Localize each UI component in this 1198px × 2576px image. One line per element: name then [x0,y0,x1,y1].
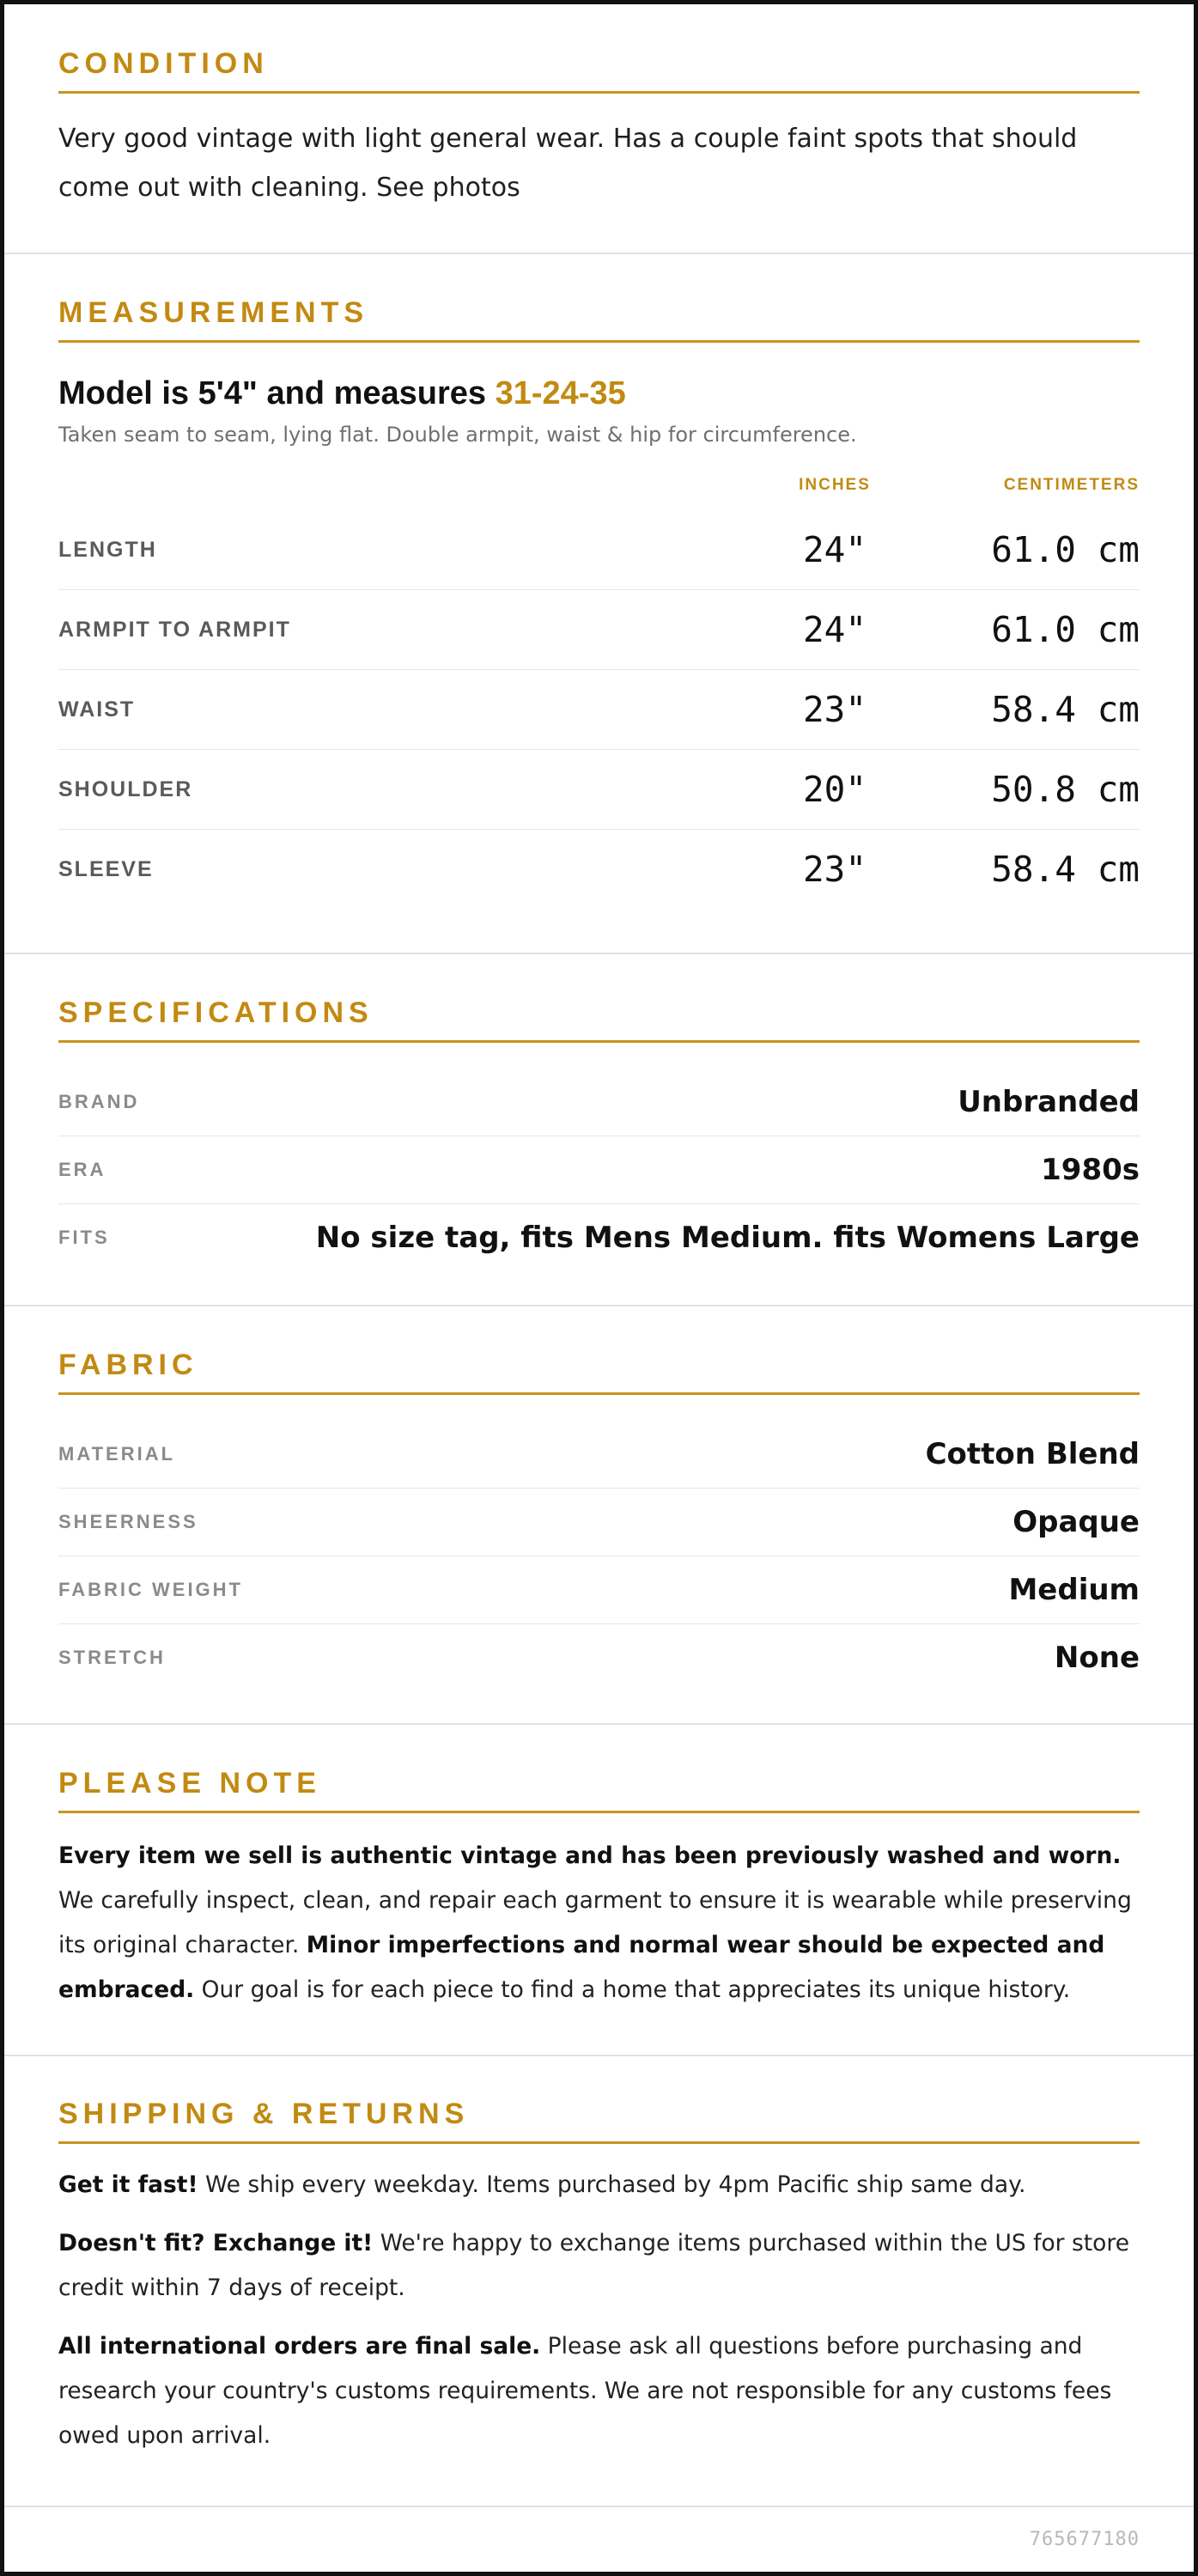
please-note-section [4,1725,1194,2056]
measurement-inches: 23" [802,849,867,890]
please-note-text [58,1834,1140,2013]
fabric-value: Cotton Blend [925,1437,1140,1471]
fabric-list [58,1421,1140,1691]
spec-row-era [58,1136,1140,1204]
inches-column-header: INCHES [799,476,871,494]
fabric-row-weight [58,1556,1140,1624]
note-bold-1: Every item we sell is authentic vintage and has been previously washed and worn. [58,1842,1122,1869]
measurement-inches: 23" [802,689,867,730]
measurement-row-waist [58,670,1140,750]
fabric-row-stretch [58,1624,1140,1691]
note-bold-2: Minor imperfections and normal wear should be expected and embraced. [58,1932,1105,2003]
fabric-row-sheerness [58,1489,1140,1556]
condition-section [4,4,1194,254]
measurement-cm: 58.4 cm [991,689,1140,730]
model-prefix: Model is 5'4" and measures [58,375,496,411]
fabric-value: None [1054,1641,1140,1675]
measurement-cm: 58.4 cm [991,849,1140,890]
shipping-item-international [58,2324,1140,2458]
fabric-heading: FABRIC [58,1349,1140,1395]
note-text-2: Our goal is for each piece to find a home that appreciates its unique history. [194,1976,1071,2003]
measurement-inches: 24" [802,529,867,570]
shipping-item-bold: All international orders are final sale. [58,2333,541,2360]
specifications-heading: SPECIFICATIONS [58,996,1140,1043]
measurement-label: SLEEVE [58,856,154,881]
fabric-row-material [58,1421,1140,1489]
measurement-label: ARMPIT TO ARMPIT [58,617,291,642]
fabric-value: Opaque [1013,1505,1140,1539]
measurement-inches: 24" [802,609,867,650]
shipping-item-fast [58,2163,1140,2208]
spec-key: BRAND [58,1091,140,1112]
footer [4,2507,1194,2572]
measurement-row-shoulder [58,750,1140,830]
spec-key: ERA [58,1159,106,1180]
measurement-cm: 61.0 cm [991,529,1140,570]
spec-row-fits [58,1204,1140,1271]
fabric-key: FABRIC WEIGHT [58,1579,243,1600]
fabric-section [4,1306,1194,1725]
shipping-item-bold: Get it fast! [58,2171,198,2198]
measurements-table-header [58,460,1140,510]
model-measurements-line [58,375,1140,412]
measurement-row-sleeve [58,830,1140,909]
shipping-item-text: We're happy to exchange items purchased within the US for store credit within 7 days of receipt. [58,2230,1130,2301]
condition-text: Very good vintage with light general wear. Has a couple faint spots that should come out with cleaning. See photos [58,124,1078,203]
centimeters-column-header: CENTIMETERS [1003,476,1140,494]
spec-value: 1980s [1041,1153,1140,1187]
fabric-key: MATERIAL [58,1443,176,1465]
measurement-label: LENGTH [58,537,157,562]
fabric-key: SHEERNESS [58,1511,198,1532]
specifications-list [58,1069,1140,1271]
fabric-value: Medium [1008,1573,1140,1607]
spec-key: FITS [58,1227,110,1248]
spec-value: Unbranded [958,1085,1140,1119]
spec-value: No size tag, fits Mens Medium. fits Womens Large [315,1221,1140,1255]
shipping-item-text: We ship every weekday. Items purchased by 4pm Pacific ship same day. [198,2171,1026,2198]
measurement-cm: 50.8 cm [991,769,1140,810]
shipping-info-list [58,2163,1140,2458]
note-text-1: We carefully inspect, clean, and repair each garment to ensure it is wearable while preserving its original character. [58,1887,1132,1958]
measurements-heading: MEASUREMENTS [58,296,1140,343]
model-measures: 31-24-35 [495,375,626,411]
measurement-label: SHOULDER [58,776,193,801]
measurements-table [58,460,1140,909]
shipping-returns-heading: SHIPPING & RETURNS [58,2098,1140,2144]
shipping-item-exchange [58,2221,1140,2311]
please-note-heading: PLEASE NOTE [58,1767,1140,1813]
shipping-item-text: Please ask all questions before purchasing and research your country's customs requirements. We are not responsible for any customs fees owed upon arrival. [58,2333,1112,2449]
measurement-inches: 20" [802,769,867,810]
fabric-key: STRETCH [58,1647,166,1668]
product-sku: 765677180 [1029,2529,1140,2550]
spec-row-brand [58,1069,1140,1136]
condition-heading: CONDITION [58,47,1140,94]
measurements-section [4,254,1194,954]
shipping-item-bold: Doesn't fit? Exchange it! [58,2230,374,2256]
measurement-row-armpit [58,590,1140,670]
specifications-section [4,954,1194,1306]
shipping-returns-section [4,2056,1194,2507]
measurement-method-note: Taken seam to seam, lying flat. Double armpit, waist & hip for circumference. [58,423,857,447]
measurement-row-length [58,510,1140,590]
measurement-cm: 61.0 cm [991,609,1140,650]
measurement-label: WAIST [58,697,136,722]
